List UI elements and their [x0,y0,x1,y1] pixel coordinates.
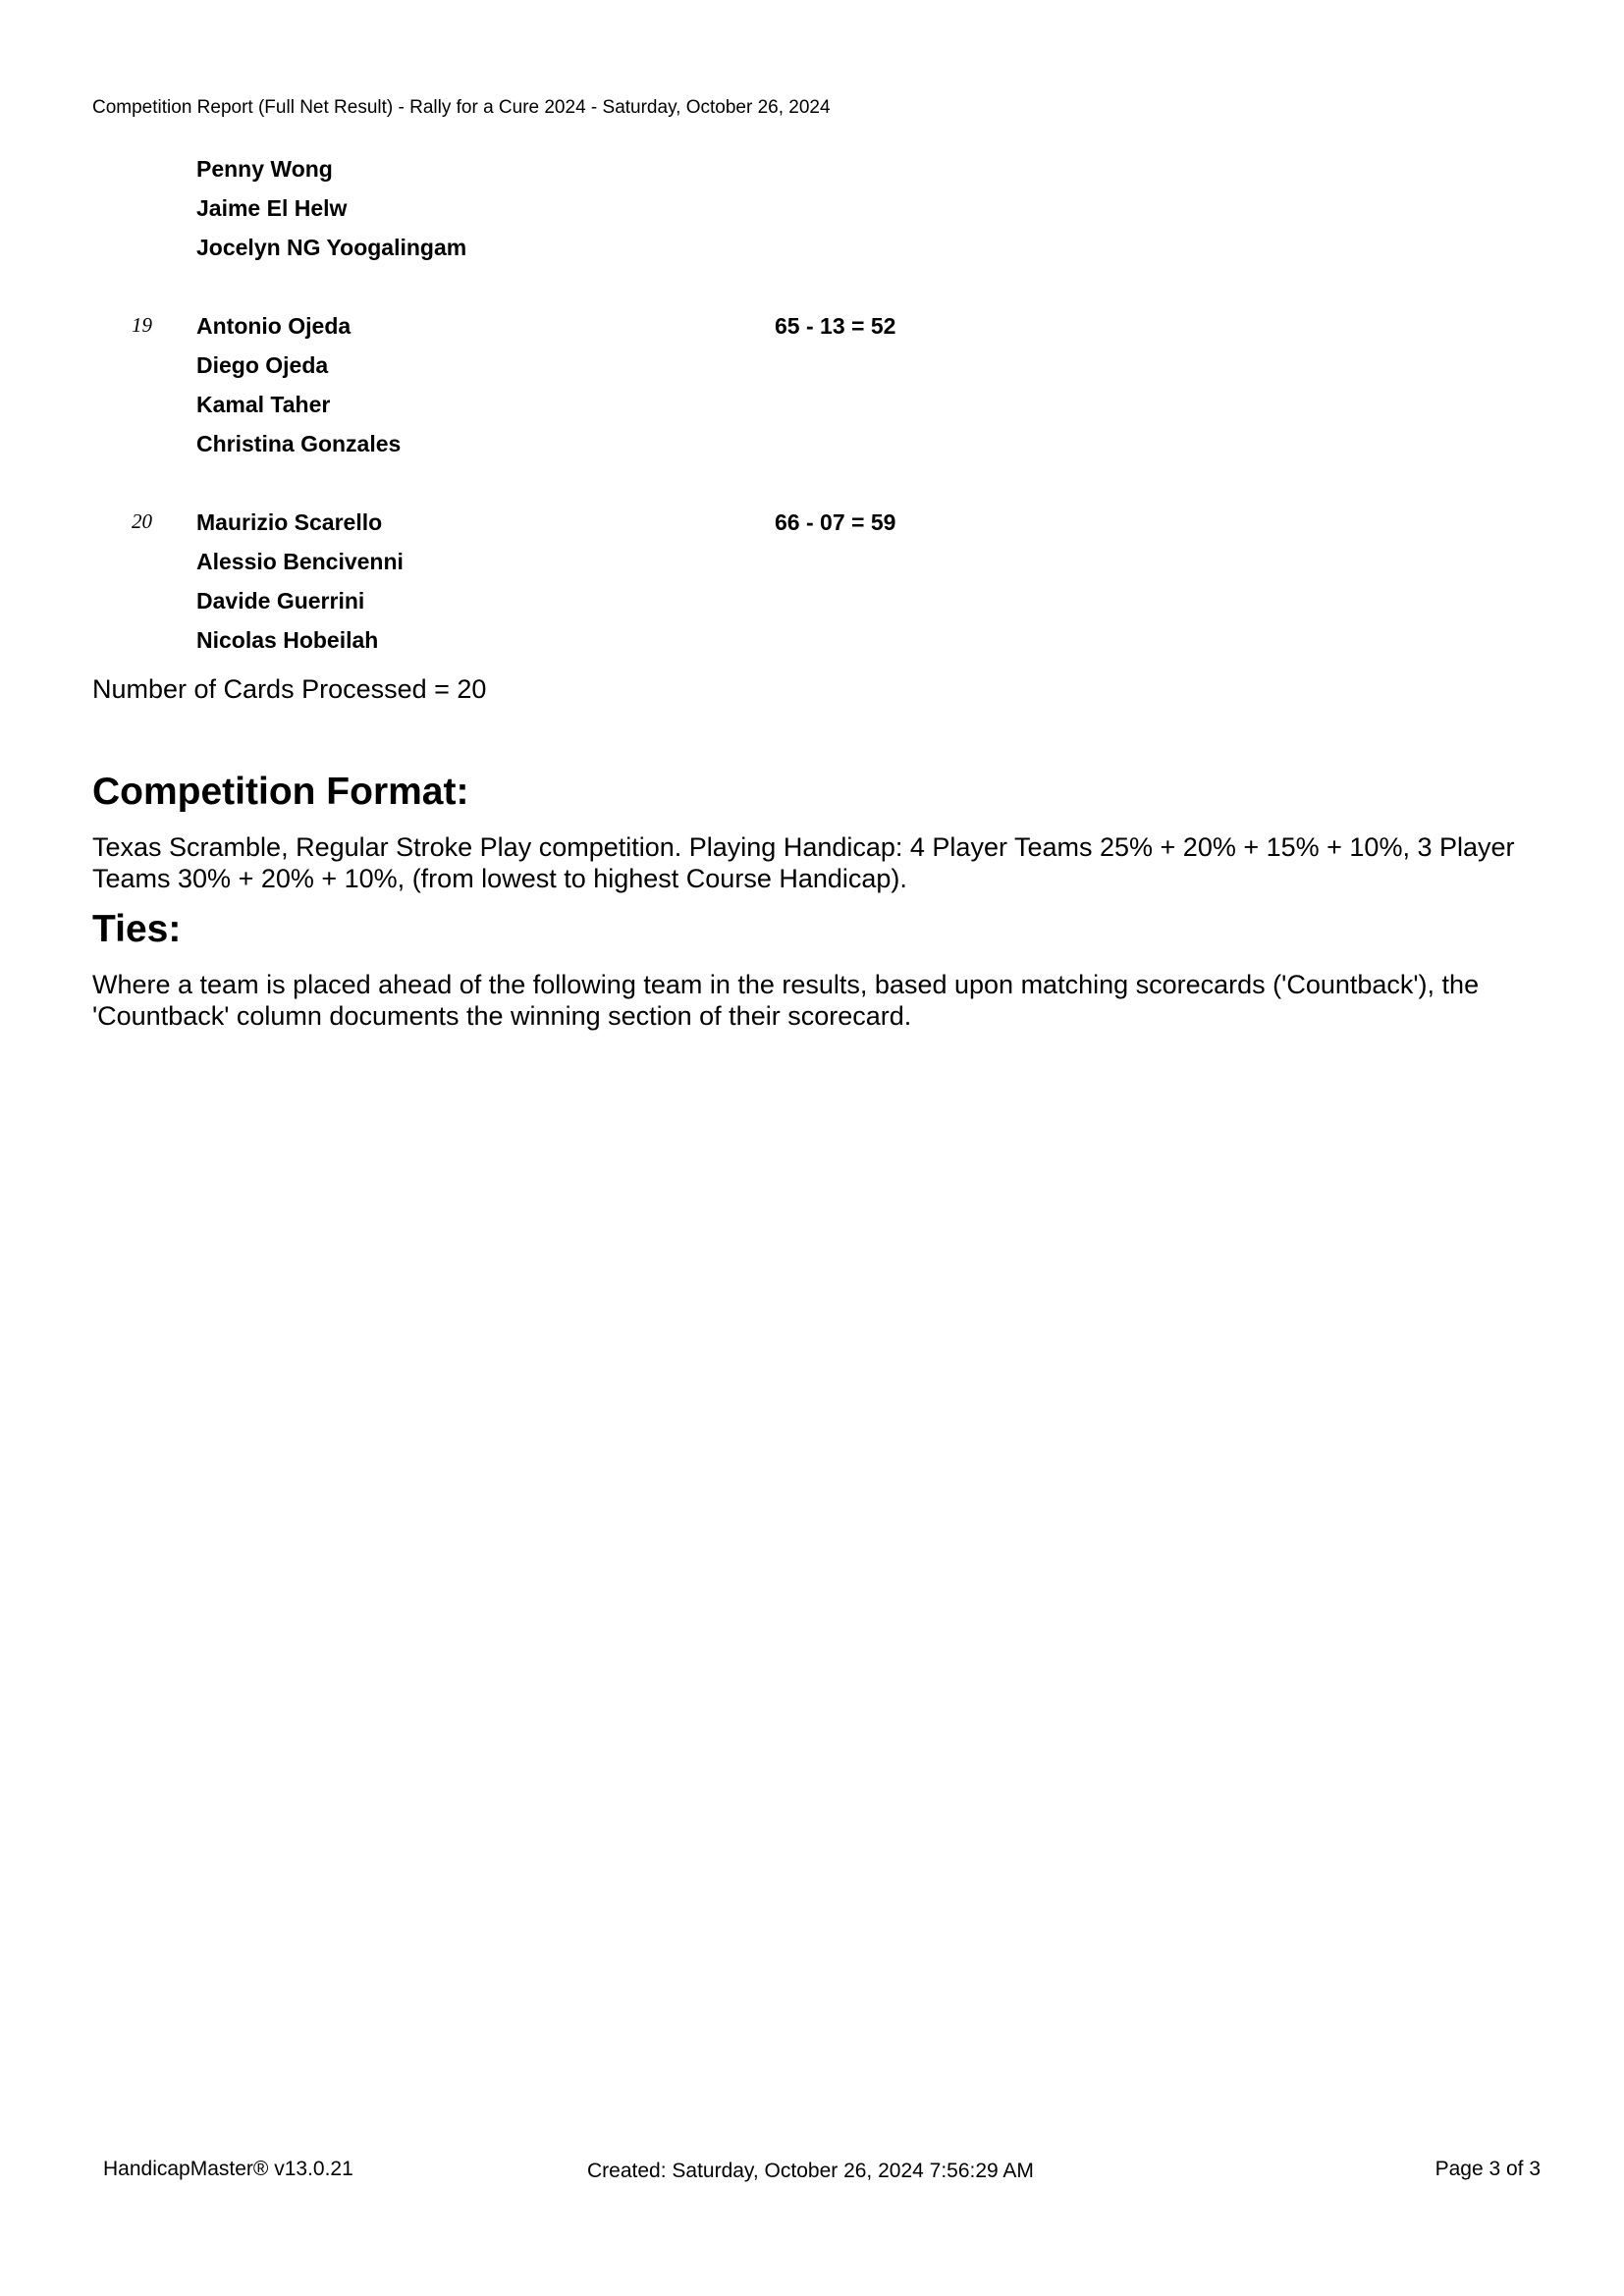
results-list [92,150,1545,661]
player-name: Jaime El Helw [196,195,348,221]
footer-page-number: Page 3 of 3 [1435,2158,1541,2180]
ties-heading: Ties: [92,908,182,950]
team-position: 19 [132,313,152,337]
team-row [92,504,1545,543]
ties-text: Where a team is placed ahead of the following team in the results, based upon matching scorecards ('Countback'), the 'Countback' column documents the winning section of their scorecard. [92,970,1480,1031]
player-name: Nicolas Hobeilah [196,627,379,653]
report-header: Competition Report (Full Net Result) - Rally for a Cure 2024 - Saturday, October 26, 2024 [92,97,831,118]
player-name: Diego Ojeda [196,352,329,378]
player-name: Kamal Taher [196,392,331,417]
team-position: 20 [132,509,152,533]
team-row [92,150,1545,189]
team-row [92,386,1545,425]
player-name: Maurizio Scarello [196,509,383,535]
player-name: Christina Gonzales [196,431,402,456]
team-row [92,543,1545,582]
team-score: 65 - 13 = 52 [775,313,896,339]
player-name: Alessio Bencivenni [196,549,404,574]
team-score: 66 - 07 = 59 [775,509,896,535]
player-name: Antonio Ojeda [196,313,352,339]
team-entry [92,307,1545,464]
team-entry [92,504,1545,661]
team-row [92,621,1545,661]
competition-format-heading: Competition Format: [92,771,469,813]
player-name: Penny Wong [196,156,333,182]
cards-processed-count: Number of Cards Processed = 20 [92,674,487,704]
footer-software-version: HandicapMaster® v13.0.21 [103,2158,353,2180]
team-row [92,425,1545,464]
team-row [92,307,1545,347]
team-entry [92,150,1545,268]
team-row [92,347,1545,386]
team-row [92,582,1545,621]
team-row [92,229,1545,268]
player-name: Davide Guerrini [196,588,365,614]
competition-format-text: Texas Scramble, Regular Stroke Play competition. Playing Handicap: 4 Player Teams 25% + 20% + 15% + 10%, 3 Player Teams 30% + 20% + 10%, (from lowest to highest Course Handicap). [92,832,1515,893]
footer-created-timestamp: Created: Saturday, October 26, 2024 7:56:29 AM [587,2160,1034,2182]
team-row [92,189,1545,229]
player-name: Jocelyn NG Yoogalingam [196,235,467,260]
